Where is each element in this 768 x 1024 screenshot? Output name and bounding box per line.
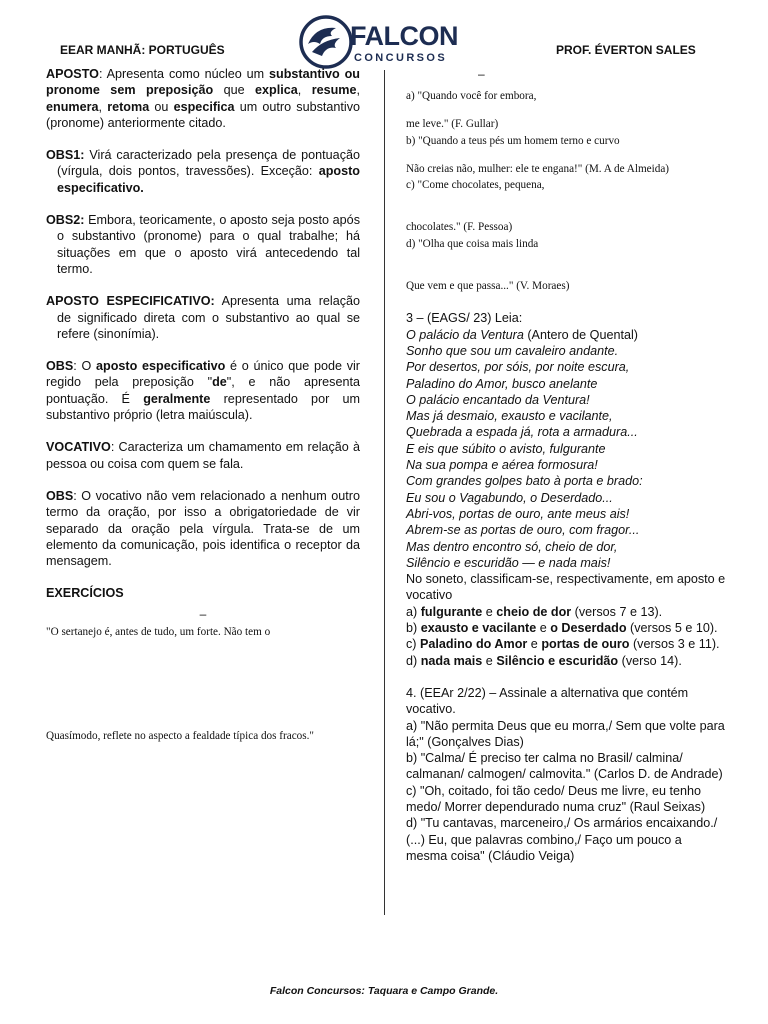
poem (406, 343, 726, 571)
poem-line: Eu sou o Vagabundo, o Deserdado... (406, 490, 613, 505)
poem-line: Abri-vos, portas de ouro, ante meus ais! (406, 506, 630, 521)
obs1-note: OBS1: Virá caracterizado pela presença de pontuação (vírgula, dois pontos, travessões). Exceção: aposto especificativo. (46, 148, 360, 195)
option-d-line1: d) "Olha que coisa mais linda (406, 237, 539, 250)
vocativo-definition: VOCATIVO: Caracteriza um chamamento em relação à pessoa ou coisa com quem se fala. (46, 440, 360, 471)
poem-line: Quebrada a espada já, rota a armadura... (406, 425, 638, 440)
poem-line: Abrem-se as portas de ouro, com fragor... (406, 523, 640, 538)
logo-wordmark: FALCON (350, 21, 458, 51)
obs3-note: OBS: O aposto especificativo é o único que pode vir regido pela preposição "de", e não apresenta pontuação. É geralmente representado por um substantivo próprio (letra maiúscula). (46, 359, 360, 423)
option-b-line1: b) "Quando a teus pés um homem terno e curvo (406, 134, 620, 147)
header-teacher: PROF. ÉVERTON SALES (556, 43, 696, 57)
column-divider (384, 70, 385, 915)
poem-line: Com grandes golpes bato à porta e brado: (406, 474, 643, 489)
obs4-note: OBS: O vocativo não vem relacionado a nenhum outro termo da oração, por isso a obrigatoriedade de vir separado da oração pela vírgula. Trata-se de um elemento da comunicação, pois identifica o receptor da mensagem. (46, 488, 360, 569)
question4-option: c) "Oh, coitado, foi tão cedo/ Deus me livre, eu tenho medo/ Morrer dependurado numa cruz" (Raul Seixas) (406, 783, 706, 814)
logo-subtitle: CONCURSOS (354, 52, 448, 64)
question4-heading: 4. (EEAr 2/22) – Assinale a alternativa que contém vocativo. (406, 685, 689, 717)
option-d-line2: Que vem e que passa..." (V. Moraes) (406, 280, 570, 293)
right-column (406, 66, 726, 864)
option-c-line1: c) "Come chocolates, pequena, (406, 179, 545, 192)
poem-line: Silêncio e escuridão — e nada mais! (406, 555, 611, 570)
question3-options (406, 604, 726, 669)
poem-line: Mas já desmaio, exausto e vacilante, (406, 409, 613, 424)
question3-option: c) Paladino do Amor e portas de ouro (versos 3 e 11). (406, 637, 720, 652)
right-dash: – (478, 67, 485, 81)
option-a-line2: me leve." (F. Gullar) (406, 118, 499, 131)
option-a-line1: a) "Quando você for embora, (406, 90, 537, 102)
header-subject: EEAR MANHÃ: PORTUGUÊS (60, 43, 225, 57)
quote2-line: Quasímodo, reflete no aspecto a fealdade típica dos fracos." (46, 730, 314, 743)
question4-option: b) "Calma/ É preciso ter calma no Brasil/ calmina/ calmanan/ calmogen/ calmovita." (Carlos D. de Andrade) (406, 751, 723, 782)
aposto-definition: APOSTO: Apresenta como núcleo um substantivo ou pronome sem preposição que explica, resume, enumera, retoma ou especifica um outro substantivo (pronome) anteriormente citado. (46, 67, 361, 130)
poem-line: O palácio encantado da Ventura! (406, 392, 590, 407)
option-c-line2: chocolates." (F. Pessoa) (406, 221, 513, 234)
question4-options (406, 718, 726, 865)
question3-heading: 3 – (EAGS/ 23) Leia: (406, 311, 523, 326)
poem-line: Mas dentro encontro só, cheio de dor, (406, 539, 618, 554)
question3-stem: No soneto, classificam-se, respectivamente, em aposto e vocativo (406, 572, 726, 603)
question3-option: b) exausto e vacilante e o Deserdado (versos 5 e 10). (406, 621, 718, 636)
question3-option: a) fulgurante e cheio de dor (versos 7 e 13). (406, 604, 663, 619)
poem-line: Na sua pompa e aérea formosura! (406, 458, 598, 473)
left-column (46, 66, 360, 744)
poem-line: Sonho que sou um cavaleiro andante. (406, 343, 619, 358)
obs2-note: OBS2: Embora, teoricamente, o aposto seja posto após o substantivo (pronome) para o qual trabalhe; há situações em que o aposto virá antecedendo tal termo. (46, 213, 360, 276)
exercicios-heading: EXERCÍCIOS (46, 586, 124, 601)
quote1-line: "O sertanejo é, antes de tudo, um forte. Não tem o (46, 625, 271, 638)
falcon-emblem-icon (298, 14, 354, 70)
question3-option: d) nada mais e Silêncio e escuridão (verso 14). (406, 653, 682, 668)
poem-title: O palácio da Ventura (Antero de Quental) (406, 327, 638, 342)
poem-line: Paladino do Amor, busco anelante (406, 376, 598, 391)
aposto-especificativo-definition: APOSTO ESPECIFICATIVO: Apresenta uma relação de significado direta com o substantivo ao qual se refere (sinonímia). (46, 294, 360, 341)
poem-line: Por desertos, por sóis, por noite escura, (406, 360, 630, 375)
footer: Falcon Concursos: Taquara e Campo Grande. (269, 985, 499, 997)
poem-line: E eis que súbito o avisto, fulgurante (406, 441, 606, 456)
left-dash: – (199, 606, 207, 621)
option-b-line2: Não creias não, mulher: ele te engana!" (M. A de Almeida) (406, 162, 670, 175)
question4-option: a) "Não permita Deus que eu morra,/ Sem que volte para lá;" (Gonçalves Dias) (406, 718, 725, 749)
falcon-logo (298, 14, 458, 70)
question4-option: d) "Tu cantavas, marceneiro,/ Os armários encaixando./ (...) Eu, que palavras combino,/ Faço um pouco a mesma coisa" (Cláudio Veiga) (406, 816, 718, 863)
